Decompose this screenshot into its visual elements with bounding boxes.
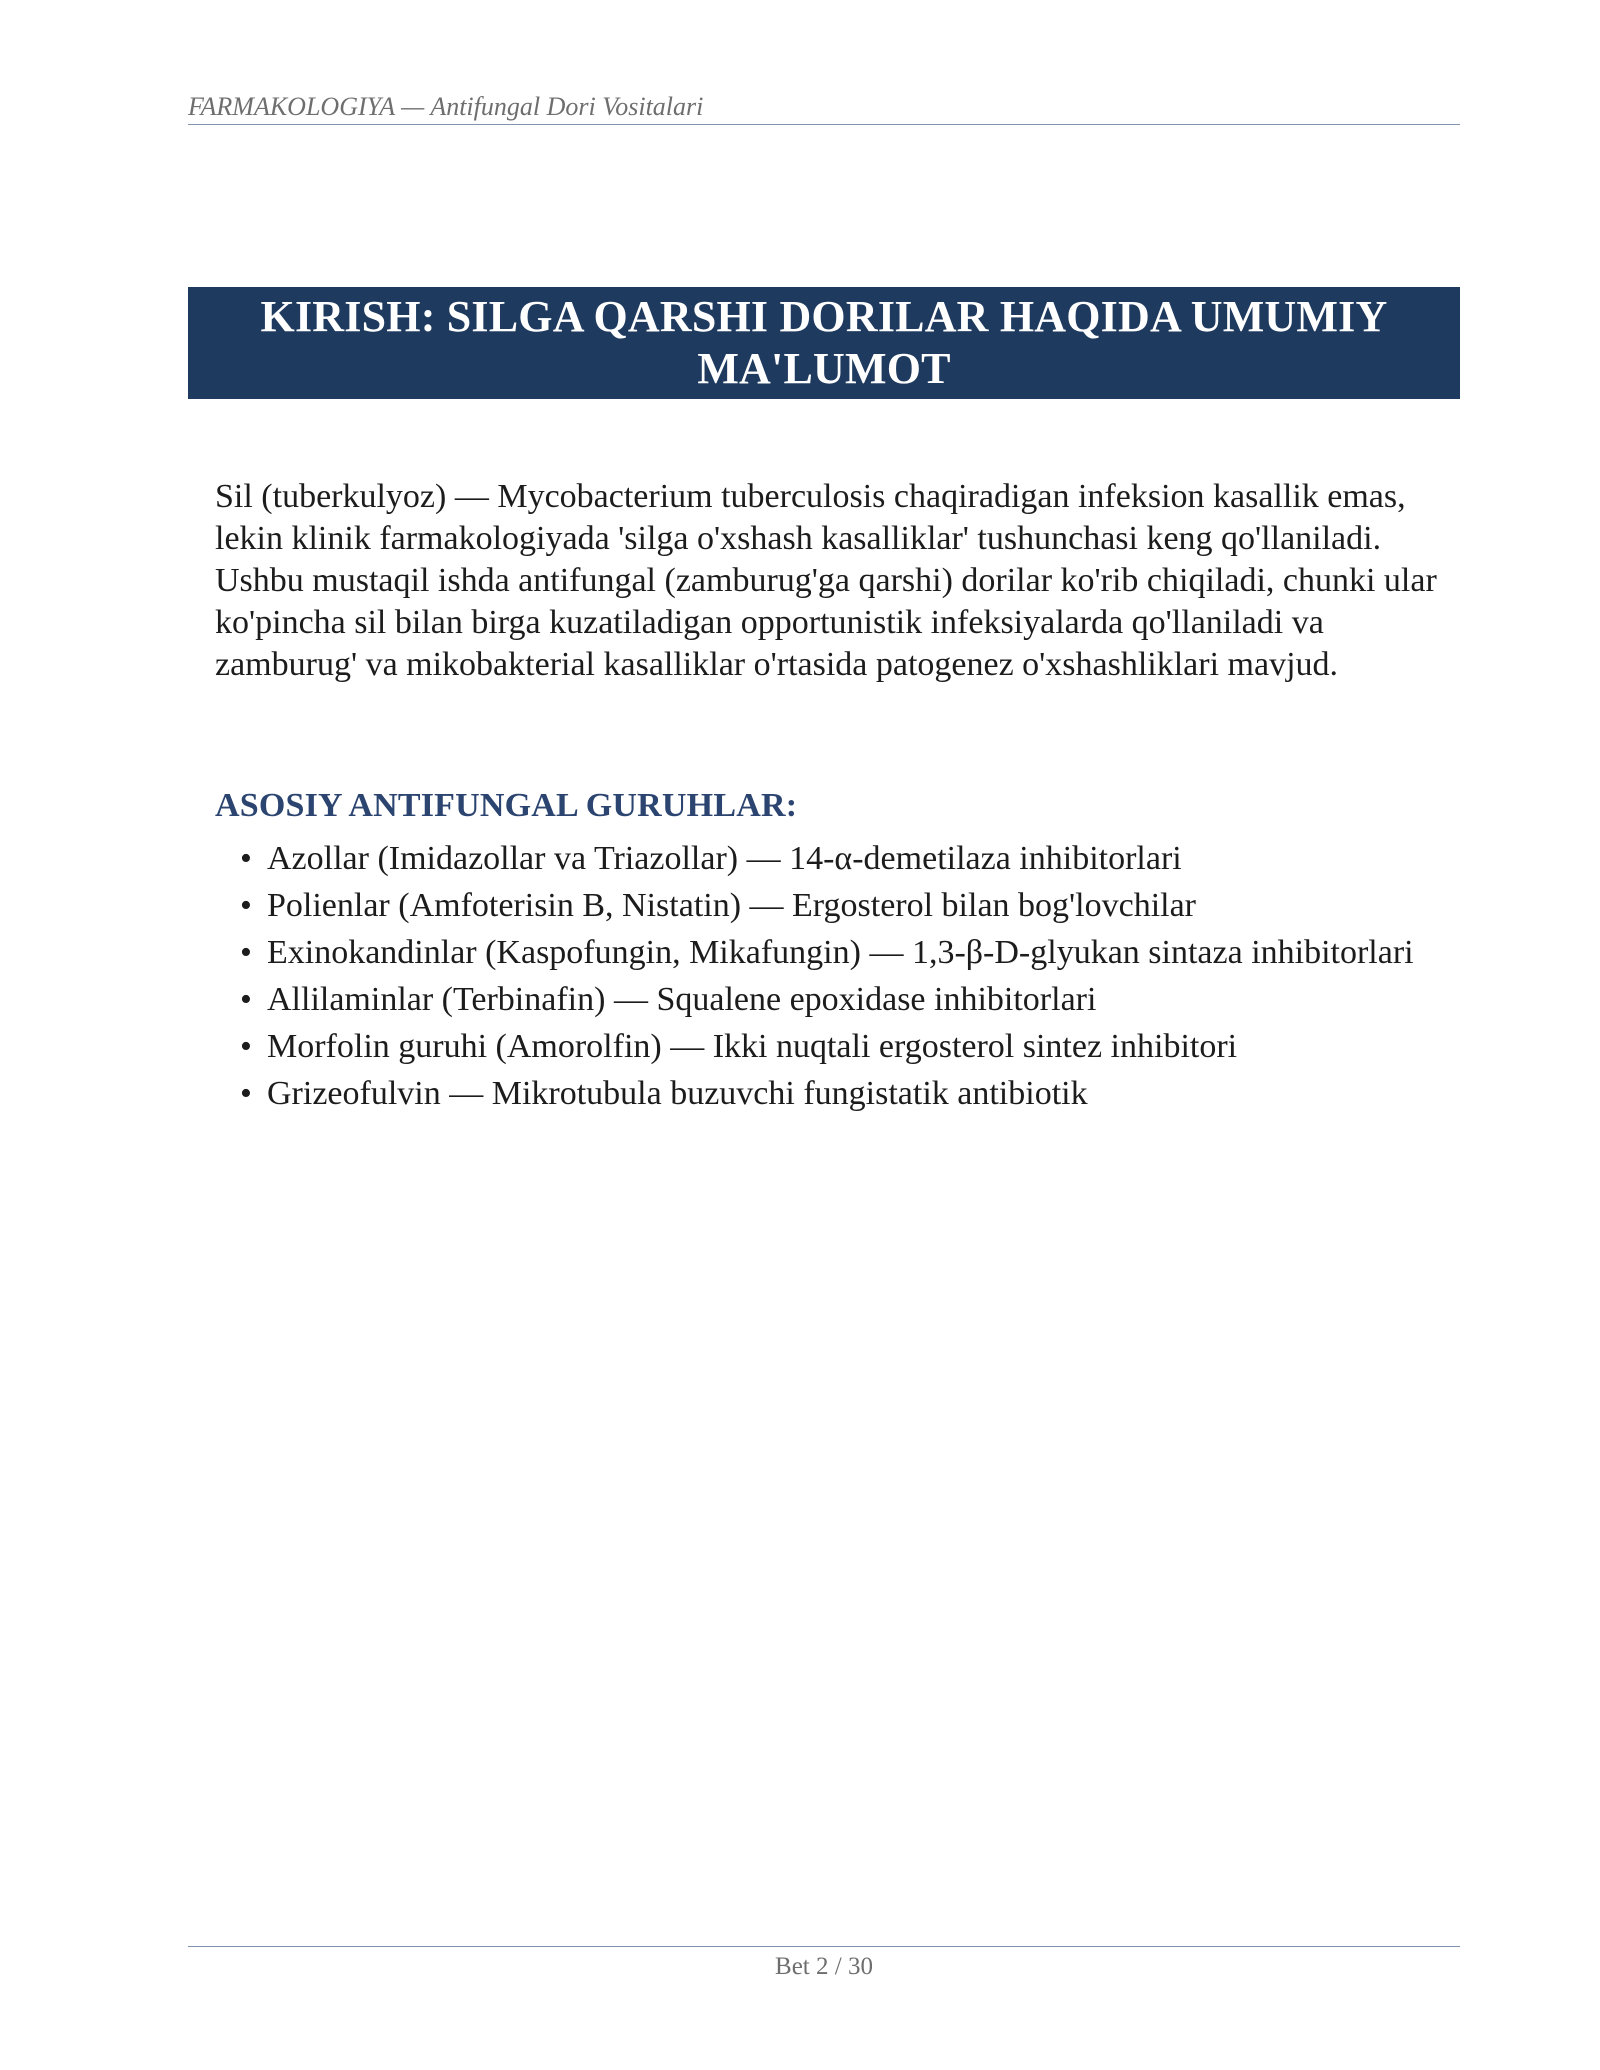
section-title: KIRISH: SILGA QARSHI DORILAR HAQIDA UMUMIY MA'LUMOT bbox=[260, 292, 1388, 393]
page-number: Bet 2 / 30 bbox=[775, 1953, 873, 1980]
list-item bbox=[240, 838, 1420, 880]
bullet-icon: • bbox=[240, 934, 252, 971]
list-item bbox=[240, 885, 1420, 927]
bullet-icon: • bbox=[240, 981, 252, 1018]
groups-heading: ASOSIY ANTIFUNGAL GURUHLAR: bbox=[215, 787, 798, 824]
running-header bbox=[188, 90, 1460, 125]
list-item bbox=[240, 1073, 1420, 1115]
list-item-text: Allilaminlar (Terbinafin) — Squalene epoxidase inhibitorlari bbox=[267, 981, 1097, 1018]
bullet-icon: • bbox=[240, 1075, 252, 1112]
list-item-text: Polienlar (Amfoterisin B, Nistatin) — Ergosterol bilan bog'lovchilar bbox=[267, 887, 1197, 924]
groups-list bbox=[240, 838, 1420, 1120]
bullet-icon: • bbox=[240, 887, 252, 924]
running-footer bbox=[188, 1946, 1460, 1981]
list-item bbox=[240, 1026, 1420, 1068]
bullet-icon: • bbox=[240, 840, 252, 877]
list-item-text: Grizeofulvin — Mikrotubula buzuvchi fungistatik antibiotik bbox=[267, 1075, 1088, 1112]
bullet-icon: • bbox=[240, 1028, 252, 1065]
list-item bbox=[240, 932, 1420, 974]
list-item-text: Azollar (Imidazollar va Triazollar) — 14-α-demetilaza inhibitorlari bbox=[267, 840, 1182, 877]
list-item bbox=[240, 979, 1420, 1021]
running-header-title: FARMAKOLOGIYA — Antifungal Dori Vositalari bbox=[188, 92, 704, 121]
intro-paragraph: Sil (tuberkulyoz) — Mycobacterium tuberculosis chaqiradigan infeksion kasallik emas, lekin klinik farmakologiyada 'silga o'xshash kasalliklar' tushunchasi keng qo'llaniladi. Ushbu mustaqil ishda antifungal (zamburug'ga qarshi) dorilar ko'rib chiqiladi, chunki ular ko'pincha sil bilan birga kuzatiladigan opportunistik infeksiyalarda qo'llaniladi va zamburug' va mikobakterial kasalliklar o'rtasida patogenez o'xshashliklari mavjud. bbox=[215, 478, 1437, 683]
list-item-text: Exinokandinlar (Kaspofungin, Mikafungin) — 1,3-β-D-glyukan sintaza inhibitorlari bbox=[267, 934, 1414, 971]
section-title-band bbox=[188, 287, 1460, 399]
list-item-text: Morfolin guruhi (Amorolfin) — Ikki nuqtali ergosterol sintez inhibitori bbox=[267, 1028, 1238, 1065]
